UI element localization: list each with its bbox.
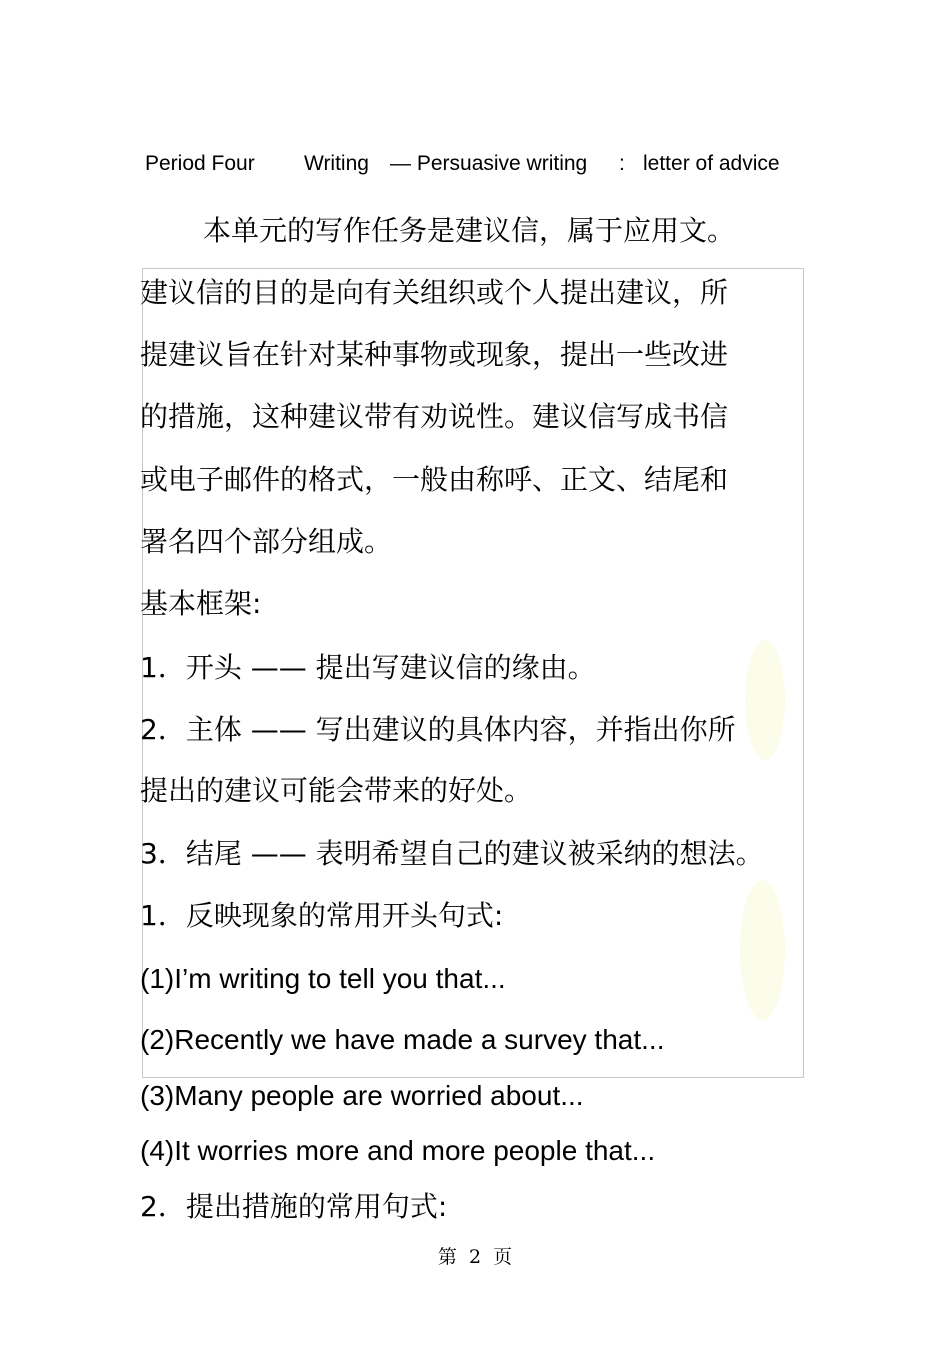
intro-line: 本单元的写作任务是建议信，属于应用文。: [203, 214, 736, 247]
title-colon: :: [619, 152, 625, 175]
background-tint: [740, 880, 785, 1020]
example-sentence: (3)Many people are worried about...: [140, 1080, 584, 1111]
framework-item: 1．开头 —— 提出写建议信的缘由。: [140, 651, 596, 684]
page-number: 第 2 页: [437, 1246, 513, 1268]
intro-line: 提建议旨在针对某种事物或现象，提出一些改进: [140, 338, 729, 371]
title-period: Period Four: [145, 152, 255, 175]
example-sentence: (1)I’m writing to tell you that...: [140, 963, 506, 994]
intro-line: 或电子邮件的格式，一般由称呼、正文、结尾和: [140, 463, 729, 496]
framework-item: 提出的建议可能会带来的好处。: [140, 774, 533, 807]
framework-item: 2．主体 —— 写出建议的具体内容，并指出你所: [140, 713, 736, 746]
sentence-pattern-heading: 2．提出措施的常用句式:: [140, 1190, 448, 1223]
framework-item: 3．结尾 —— 表明希望自己的建议被采纳的想法。: [140, 837, 764, 870]
intro-line: 的措施，这种建议带有劝说性。建议信写成书信: [140, 400, 729, 433]
example-sentence: (4)It worries more and more people that...: [140, 1135, 656, 1166]
framework-heading: 基本框架:: [140, 587, 262, 620]
sentence-pattern-heading: 1．反映现象的常用开头句式:: [140, 899, 504, 932]
title-genre: — Persuasive writing: [390, 152, 588, 175]
background-tint: [745, 640, 785, 760]
example-sentence: (2)Recently we have made a survey that...: [140, 1024, 665, 1055]
section-title: [0, 152, 950, 180]
title-writing: Writing: [304, 152, 369, 175]
intro-line: 署名四个部分组成。: [140, 525, 393, 558]
intro-line: 建议信的目的是向有关组织或个人提出建议，所: [140, 276, 729, 309]
title-topic: letter of advice: [643, 152, 780, 175]
